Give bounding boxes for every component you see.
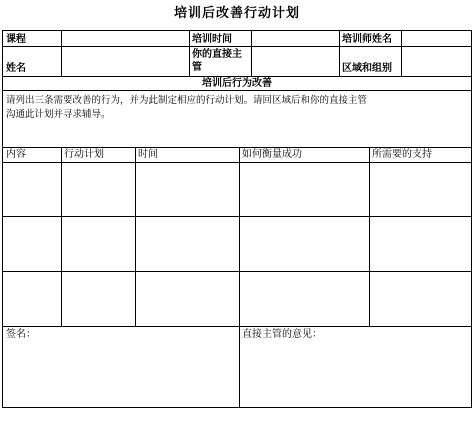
trainer-name-field[interactable]: [402, 32, 470, 45]
column-header-content: 内容: [6, 149, 26, 160]
signature-label: 签名：: [6, 329, 36, 340]
course-label: 课程: [6, 34, 26, 45]
region-group-label: 区域和组别: [342, 63, 392, 74]
name-field[interactable]: [62, 47, 188, 75]
training-time-field[interactable]: [252, 32, 338, 45]
column-header-time: 时间: [138, 149, 158, 160]
signature-field[interactable]: [4, 342, 237, 406]
table-row[interactable]: [4, 217, 471, 270]
col-divider: [189, 31, 190, 76]
supervisor-label-cont: 管: [192, 62, 202, 73]
row-divider: [3, 326, 471, 327]
column-header-support: 所需要的支持: [372, 149, 432, 160]
page-title: 培训后改善行动计划: [173, 6, 300, 21]
course-field[interactable]: [62, 32, 188, 45]
name-label: 姓名: [6, 63, 26, 74]
training-time-label: 培训时间: [192, 34, 232, 45]
section-title: 培训后行为改善: [202, 78, 272, 89]
supervisor-field[interactable]: [252, 47, 338, 75]
region-group-field[interactable]: [402, 47, 470, 75]
supervisor-opinion-field[interactable]: [241, 342, 470, 406]
instructions-line-2: 沟通此计划并寻求辅导。: [6, 109, 111, 120]
row-divider: [3, 90, 471, 91]
col-divider: [339, 31, 340, 76]
supervisor-opinion-label: 直接主管的意见：: [242, 329, 322, 340]
action-plan-form: [2, 30, 472, 408]
supervisor-label: 你的直接主: [192, 49, 242, 60]
column-header-action-plan: 行动计划: [64, 149, 104, 160]
trainer-name-label: 培训师姓名: [342, 34, 392, 45]
instructions-line-1: 请列出三条需要改善的行为，并为此制定相应的行动计划。请回区域后和你的直接主管: [6, 95, 368, 106]
col-divider: [239, 326, 240, 407]
column-header-success-measure: 如何衡量成功: [242, 149, 302, 160]
table-row[interactable]: [4, 163, 471, 215]
table-row[interactable]: [4, 272, 471, 325]
